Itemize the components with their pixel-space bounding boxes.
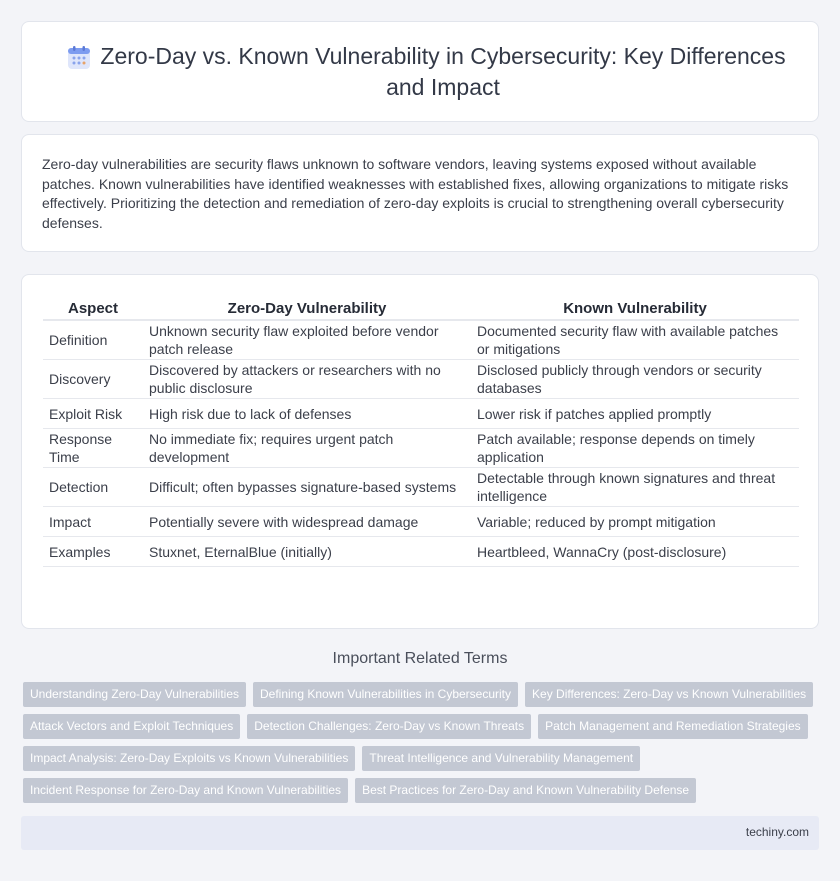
aspect-cell: Detection <box>43 468 143 507</box>
related-term-link[interactable]: Patch Management and Remediation Strategies <box>538 714 808 739</box>
header-known: Known Vulnerability <box>471 295 799 320</box>
footer-bar <box>21 816 819 850</box>
table-row <box>43 360 799 399</box>
header-inner <box>40 41 800 103</box>
comparison-card <box>21 274 819 629</box>
related-term-link[interactable]: Impact Analysis: Zero-Day Exploits vs Known Vulnerabilities <box>23 746 355 771</box>
known-cell: Lower risk if patches applied promptly <box>471 399 799 429</box>
zero-day-cell: Unknown security flaw exploited before vendor patch release <box>143 320 471 360</box>
intro-paragraph: Zero-day vulnerabilities are security flaws unknown to software vendors, leaving systems exposed without available patches. Known vulnerabilities have identified weaknesses with established fixes, allowing organizations to mitigate risks effectively. Prioritizing the detection and remediation of zero-day exploits is crucial to strengthening overall cybersecurity defenses. <box>42 156 789 231</box>
table-row <box>43 429 799 468</box>
table-row <box>43 537 799 567</box>
known-cell: Disclosed publicly through vendors or security databases <box>471 360 799 399</box>
tag-row <box>23 714 823 739</box>
page-title: Zero-Day vs. Known Vulnerability in Cybersecurity: Key Differences and Impact <box>100 42 786 100</box>
related-term-link[interactable]: Key Differences: Zero-Day vs Known Vulnerabilities <box>525 682 813 707</box>
table-row <box>43 320 799 360</box>
known-cell: Detectable through known signatures and threat intelligence <box>471 468 799 507</box>
related-terms-heading: Important Related Terms <box>332 650 508 667</box>
known-cell: Heartbleed, WannaCry (post-disclosure) <box>471 537 799 567</box>
table-row <box>43 399 799 429</box>
known-cell: Variable; reduced by prompt mitigation <box>471 507 799 537</box>
related-term-link[interactable]: Defining Known Vulnerabilities in Cybersecurity <box>253 682 518 707</box>
table-row <box>43 468 799 507</box>
related-term-link[interactable]: Detection Challenges: Zero-Day vs Known Threats <box>247 714 531 739</box>
related-term-link[interactable]: Understanding Zero-Day Vulnerabilities <box>23 682 246 707</box>
related-term-link[interactable]: Best Practices for Zero-Day and Known Vulnerability Defense <box>355 778 696 803</box>
header-zero-day: Zero-Day Vulnerability <box>143 295 471 320</box>
related-term-link[interactable]: Incident Response for Zero-Day and Known Vulnerabilities <box>23 778 348 803</box>
zero-day-cell: Discovered by attackers or researchers with no public disclosure <box>143 360 471 399</box>
tag-row <box>23 778 823 803</box>
aspect-cell: Discovery <box>43 360 143 399</box>
known-cell: Documented security flaw with available patches or mitigations <box>471 320 799 360</box>
aspect-cell: Examples <box>43 537 143 567</box>
zero-day-cell: No immediate fix; requires urgent patch development <box>143 429 471 468</box>
zero-day-cell: Difficult; often bypasses signature-based systems <box>143 468 471 507</box>
tag-row <box>23 746 823 771</box>
known-cell: Patch available; response depends on timely application <box>471 429 799 468</box>
aspect-cell: Response Time <box>43 429 143 468</box>
comparison-table <box>43 295 799 567</box>
zero-day-cell: High risk due to lack of defenses <box>143 399 471 429</box>
table-header-row <box>43 295 799 320</box>
related-terms-list <box>23 682 823 810</box>
header-aspect: Aspect <box>43 295 143 320</box>
tag-row <box>23 682 823 707</box>
aspect-cell: Exploit Risk <box>43 399 143 429</box>
intro-card <box>21 134 819 252</box>
zero-day-cell: Potentially severe with widespread damage <box>143 507 471 537</box>
zero-day-cell: Stuxnet, EternalBlue (initially) <box>143 537 471 567</box>
table-row <box>43 507 799 537</box>
footer-brand[interactable]: techiny.com <box>745 825 809 839</box>
calendar-grid-icon <box>66 45 92 71</box>
aspect-cell: Impact <box>43 507 143 537</box>
related-term-link[interactable]: Threat Intelligence and Vulnerability Management <box>362 746 640 771</box>
header-card <box>21 21 819 122</box>
related-term-link[interactable]: Attack Vectors and Exploit Techniques <box>23 714 240 739</box>
aspect-cell: Definition <box>43 320 143 360</box>
